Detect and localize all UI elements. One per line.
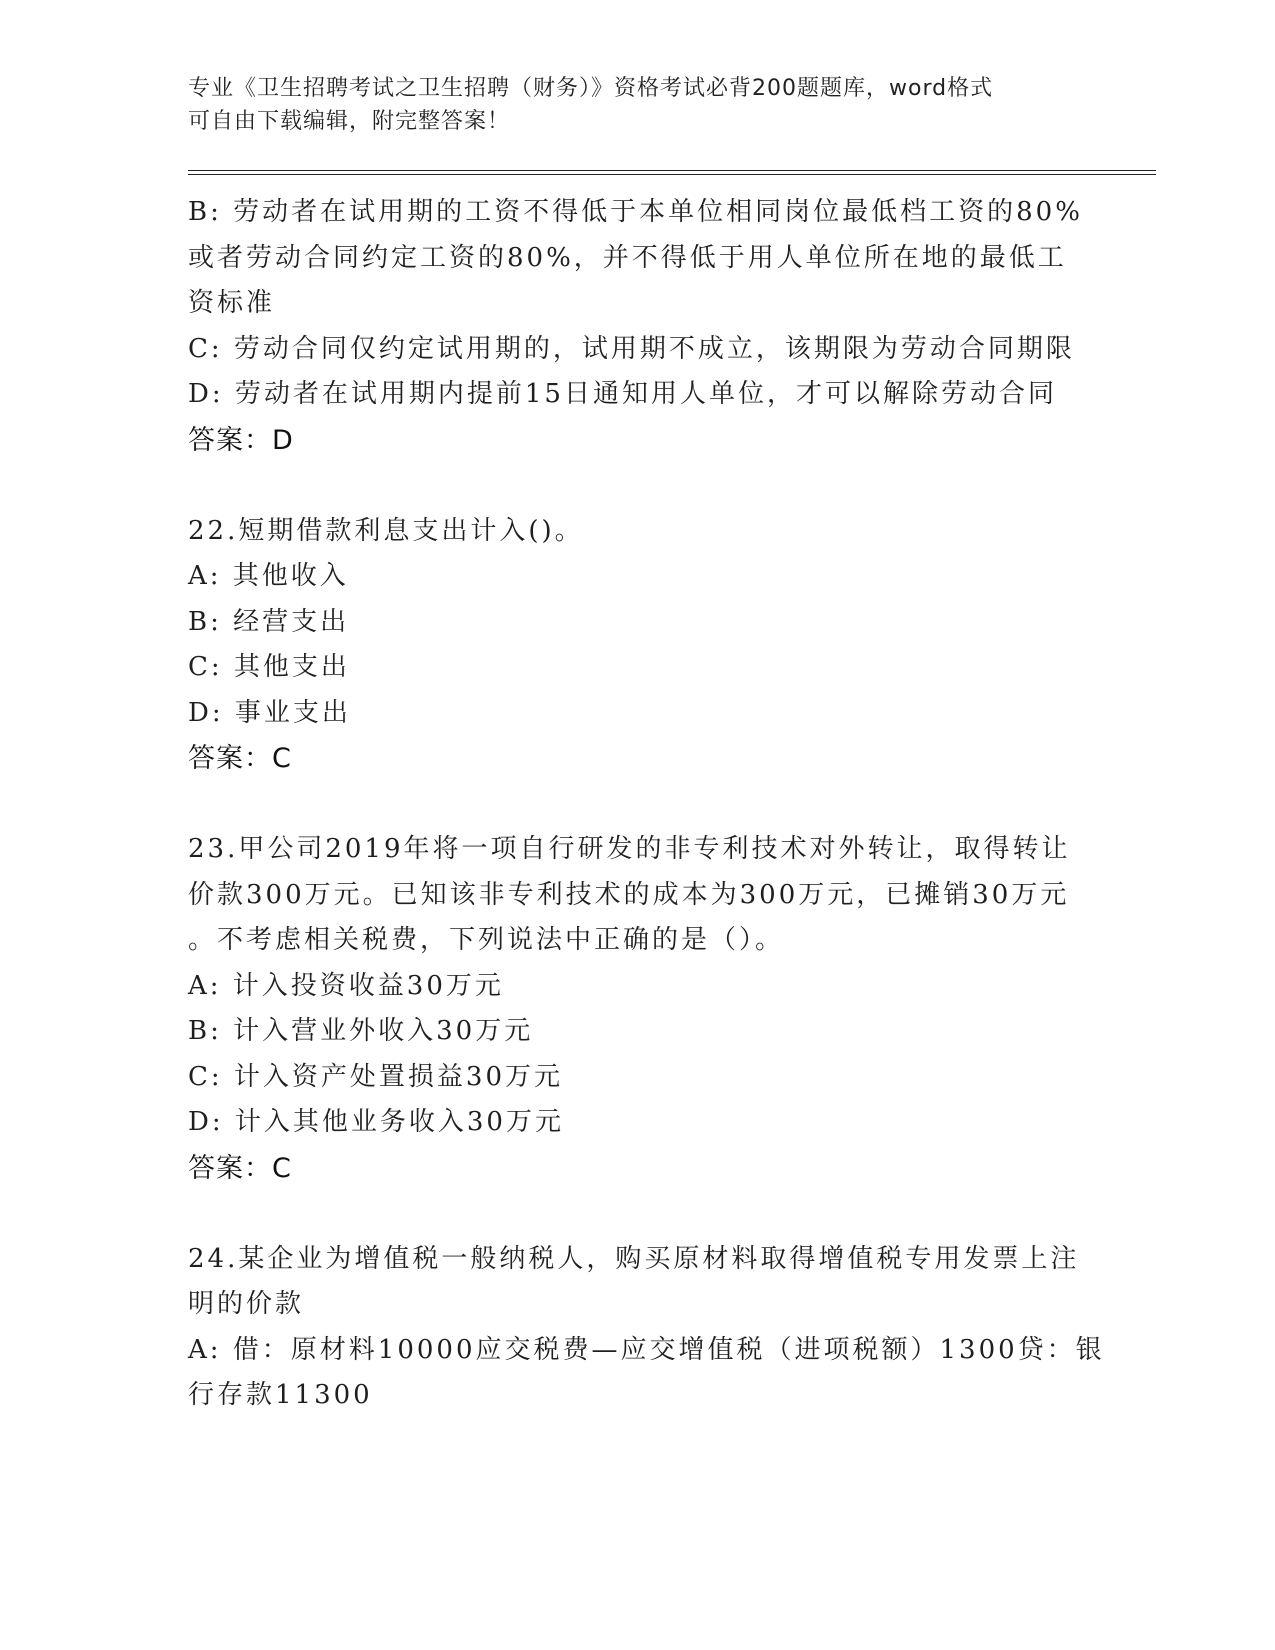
option-a: A: 其他收入 — [188, 561, 349, 591]
question-stem-line-2: 价款300万元。已知该非专利技术的成本为300万元，已摊销30万元 — [188, 879, 1070, 910]
header-divider-bottom — [188, 174, 1156, 175]
option-c: C: 其他支出 — [188, 652, 350, 682]
question-stem-line-1: 24.某企业为增值税一般纳税人，购买原材料取得增值税专用发票上注 — [188, 1243, 1080, 1274]
option-c: C: 计入资产处置损益30万元 — [188, 1061, 564, 1092]
option-b: B: 经营支出 — [188, 606, 350, 637]
question-stem-line-1: 23.甲公司2019年将一项自行研发的非专利技术对外转让，取得转让 — [188, 834, 1071, 864]
option-b: B: 计入营业外收入30万元 — [188, 1016, 534, 1046]
option-d: D: 事业支出 — [188, 697, 351, 728]
question-stem: 22.短期借款利息支出计入()。 — [188, 515, 584, 546]
option-b-line-2: 或者劳动合同约定工资的80%，并不得低于用人单位所在地的最低工 — [188, 242, 1067, 273]
document-header — [188, 72, 1088, 138]
header-divider-top — [188, 170, 1156, 171]
question-content — [188, 190, 1105, 1419]
spacer — [188, 463, 1088, 509]
option-d: D: 劳动者在试用期内提前15日通知用人单位，才可以解除劳动合同 — [188, 379, 1057, 409]
answer: 答案：C — [188, 1152, 292, 1184]
spacer — [188, 782, 1088, 828]
question-stem-line-2: 明的价款 — [188, 1289, 305, 1319]
question-22 — [188, 509, 1088, 782]
header-title-line-1: 专业《卫生招聘考试之卫生招聘（财务）》资格考试必背200题题库，word格式 — [188, 76, 994, 101]
option-d: D: 计入其他业务收入30万元 — [188, 1107, 564, 1137]
question-21-continued — [188, 190, 1088, 463]
question-23 — [188, 827, 1088, 1191]
header-title-line-2: 可自由下载编辑，附完整答案！ — [188, 109, 511, 134]
option-a-line-2: 行存款11300 — [188, 1380, 373, 1410]
option-c: C: 劳动合同仅约定试用期的，试用期不成立，该期限为劳动合同期限 — [188, 333, 1075, 364]
answer: 答案：D — [188, 424, 294, 456]
option-a-line-1: A: 借：原材料10000应交税费—应交增值税（进项税额）1300贷：银 — [188, 1334, 1105, 1365]
spacer — [188, 1191, 1088, 1237]
answer: 答案：C — [188, 743, 292, 774]
option-b-line-1: B: 劳动者在试用期的工资不得低于本单位相同岗位最低档工资的80% — [188, 197, 1083, 227]
option-a: A: 计入投资收益30万元 — [188, 970, 504, 1001]
question-stem-line-3: 。不考虑相关税费，下列说法中正确的是（）。 — [188, 925, 785, 955]
question-24 — [188, 1237, 1105, 1419]
option-b-line-3: 资标准 — [188, 288, 276, 318]
